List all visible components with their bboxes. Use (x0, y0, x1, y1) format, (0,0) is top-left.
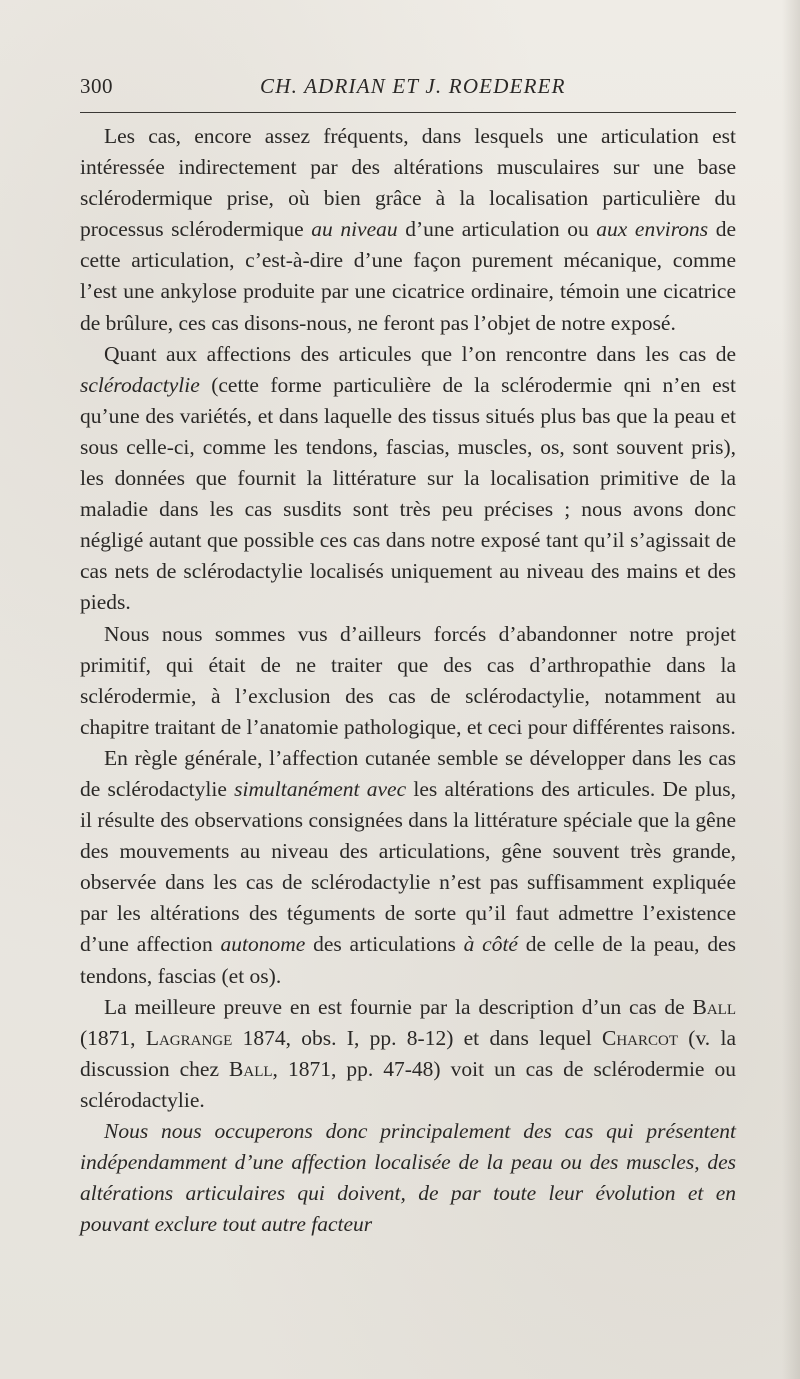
text-run: Nous nous sommes vus d’ailleurs forcés d’abandonner notre projet primitif, qui était de ne traiter que des cas d’arthropathie dans la sclérodermie, à l’exclusion des cas de sclérodactylie, notamment au chapitre traitant de l’anatomie pathologique, et ceci pour différentes raisons. (80, 621, 736, 739)
page-number: 300 (80, 74, 113, 98)
paragraph (80, 121, 736, 339)
header-rule (80, 112, 736, 113)
italic-text: à côté (463, 932, 518, 957)
italic-text: simultanément avec (234, 776, 407, 801)
paragraph (80, 743, 736, 992)
italic-text: sclérodactylie (80, 372, 200, 397)
text-run: , 1871, pp. 47-48) voit un cas de sclérodermie ou sclérodactylie. (80, 1056, 737, 1112)
author-name: Ball (692, 994, 736, 1019)
italic-text: au niveau (311, 217, 398, 242)
italic-text: Nous nous occuperons donc principalement des cas qui présentent indépendamment d’une affection localisée de la peau ou des muscles, des altérations articulaires qui doivent, de par toute leur évolution et en pouvant exclure tout autre facteur (80, 1119, 736, 1237)
text-run: (1871, (80, 1025, 146, 1050)
text-run: des articulations (305, 932, 464, 957)
text-run: La meilleure preuve en est fournie par la description d’un cas de (104, 994, 693, 1019)
paragraph (80, 339, 736, 619)
italic-text: autonome (220, 932, 306, 957)
text-run: de celle de la peau, des tendons, fascias (et os). (80, 932, 736, 988)
text-run: les altérations des articules. De plus, il résulte des observations consignées dans la littérature spéciale que la gêne des mouvements au niveau des articulations, gêne souvent très grande, observée dans les cas de sclérodactylie n’est pas suffisamment expliquée par les altérations des téguments de sorte qu’il faut admettre l’existence d’une affection (80, 776, 737, 957)
author-name: Lagrange (145, 1025, 233, 1050)
body-text (80, 121, 736, 1240)
text-run: de cette articulation, c’est-à-dire d’une façon purement mécanique, comme l’est une ankylose produite par une cicatrice ordinaire, témoin une cicatrice de brûlure, ces cas disons-nous, ne feront pas l’objet de notre exposé. (80, 217, 737, 335)
running-head: CH. ADRIAN ET J. ROEDERER (260, 74, 566, 98)
text-run: En règle générale, l’affection cutanée semble se développer dans les cas de sclérodactylie (80, 745, 736, 801)
text-run: Quant aux affections des articules que l’on rencontre dans les cas de (104, 341, 736, 366)
paragraph (80, 992, 736, 1116)
text-run: (v. la discussion chez (80, 1025, 736, 1081)
text-run: (cette forme particulière de la sclérodermie qni n’en est qu’une des variétés, et dans laquelle des tissus situés plus bas que la peau et sous celle-ci, comme les tendons, fascias, muscles, os, sont souvent pris), les données que fournit la littérature sur la localisation primitive de la maladie dans les cas susdits sont très peu précises ; nous avons donc négligé autant que possible ces cas dans notre exposé tant qu’il s’agissait de cas nets de sclérodactylie localisés uniquement au niveau des mains et des pieds. (80, 372, 736, 615)
italic-text: aux environs (596, 217, 709, 242)
text-run: 1874, obs. I, pp. 8-12) et dans lequel (232, 1025, 602, 1050)
paragraph (80, 619, 736, 743)
text-run: d’une articulation ou (397, 217, 597, 242)
author-name: Ball (229, 1056, 273, 1081)
text-run: Les cas, encore assez fréquents, dans lesquels une articulation est intéressée indirectement par des altérations musculaires sur une base sclérodermique prise, où bien grâce à la localisation particulière du processus sclérodermique (80, 124, 736, 242)
paragraph (80, 1116, 736, 1240)
author-name: Charcot (601, 1025, 678, 1050)
page-header (80, 74, 736, 104)
